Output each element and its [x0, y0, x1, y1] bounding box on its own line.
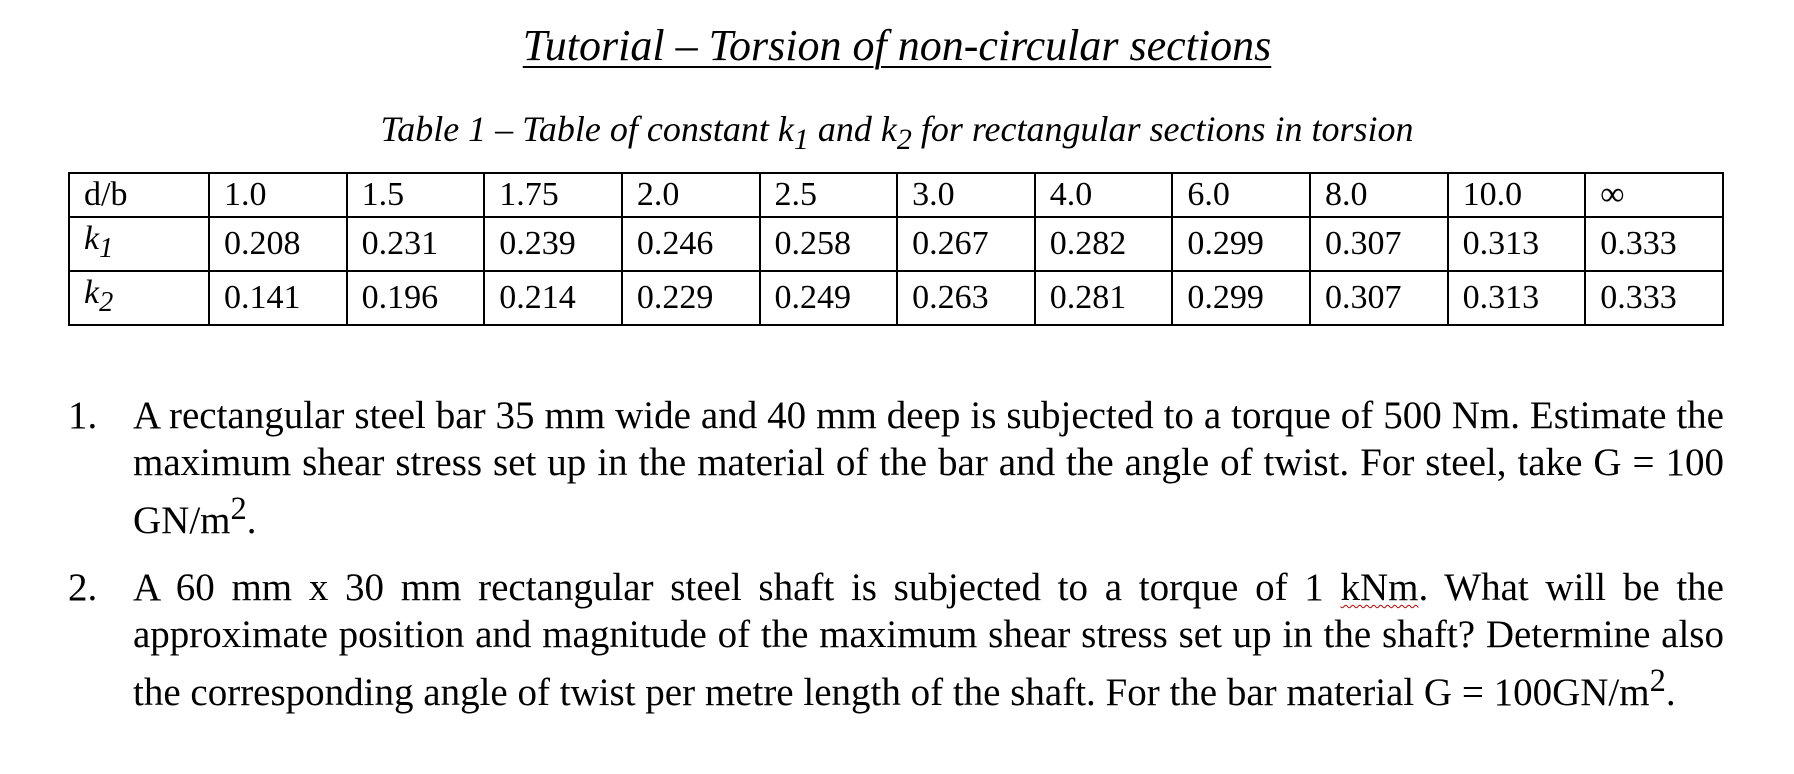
problem-text: A rectangular steel bar 35 mm wide and 40 mm deep is subjected to a torque of 500 Nm. Estimate the maximum shear stress set up in the material of the bar and the angle of twist. For steel, take G = 100 GN/m	[133, 394, 1724, 542]
table-cell: 2.5	[760, 173, 898, 217]
problem-item-1	[68, 392, 1724, 544]
table-cell: 0.196	[347, 271, 485, 325]
problem-item-2	[68, 564, 1724, 716]
table-cell: 0.313	[1448, 217, 1586, 271]
row-label-text: k	[84, 220, 100, 257]
table-cell: 3.0	[897, 173, 1035, 217]
table-cell: 2.0	[622, 173, 760, 217]
table-cell: 8.0	[1310, 173, 1448, 217]
table-cell: 0.229	[622, 271, 760, 325]
table-cell: 0.258	[760, 217, 898, 271]
table-cell: 0.307	[1310, 217, 1448, 271]
table-cell: 0.333	[1585, 271, 1723, 325]
table-cell: 0.141	[209, 271, 347, 325]
table-cell: 0.267	[897, 217, 1035, 271]
constants-table	[68, 172, 1724, 326]
caption-mid: and k	[808, 109, 897, 149]
superscript: 2	[230, 491, 247, 527]
table-cell: 0.282	[1035, 217, 1173, 271]
problem-text: A 60 mm x 30 mm rectangular steel shaft is subjected to a torque of 1	[133, 566, 1341, 609]
row-label-db	[69, 173, 209, 217]
table-cell: 1.5	[347, 173, 485, 217]
problem-number: 2.	[68, 566, 98, 609]
table-caption	[0, 108, 1794, 158]
document-title-text: Tutorial – Torsion of non-circular sections	[522, 21, 1272, 70]
row-label-k2	[69, 271, 209, 325]
table-cell: 0.246	[622, 217, 760, 271]
problem-number: 1.	[68, 394, 98, 437]
problem-list	[68, 392, 1724, 736]
problem-text-continued: . What will be the approximate position and magnitude of the maximum shear stress set up in the shaft? Determine also the corresponding angle of twist per metre length of the shaft. For the bar material G = 100GN/m	[133, 566, 1724, 714]
table-cell: 0.239	[484, 217, 622, 271]
caption-prefix: Table 1 – Table of constant k	[380, 109, 794, 149]
row-label-text: k	[84, 273, 100, 311]
table-cell: 6.0	[1172, 173, 1310, 217]
table-cell: 0.307	[1310, 271, 1448, 325]
row-label-sub: 1	[99, 232, 114, 264]
table-row-db	[69, 173, 1723, 217]
table-cell: 0.281	[1035, 271, 1173, 325]
row-label-text: d/b	[84, 176, 128, 213]
table-cell: 0.299	[1172, 271, 1310, 325]
table-cell: ∞	[1585, 173, 1723, 217]
table-cell: 10.0	[1448, 173, 1586, 217]
table-row-k1	[69, 217, 1723, 271]
caption-suffix: for rectangular sections in torsion	[911, 109, 1414, 149]
table-cell: 0.208	[209, 217, 347, 271]
row-label-sub: 2	[99, 286, 114, 318]
table-cell: 0.299	[1172, 217, 1310, 271]
table-cell: 0.313	[1448, 271, 1586, 325]
caption-sub-2: 2	[896, 123, 912, 157]
row-label-k1	[69, 217, 209, 271]
table-row-k2	[69, 271, 1723, 325]
caption-sub-1: 1	[793, 123, 809, 157]
superscript: 2	[1649, 663, 1666, 699]
table-cell: 0.333	[1585, 217, 1723, 271]
spellcheck-flagged-word[interactable]: kNm	[1340, 566, 1419, 609]
document-title	[0, 20, 1794, 73]
problem-text-end: .	[246, 499, 257, 542]
table-cell: 0.249	[760, 271, 898, 325]
table-cell: 0.231	[347, 217, 485, 271]
table-cell: 1.0	[209, 173, 347, 217]
problem-text-end: .	[1665, 671, 1676, 714]
table-cell: 0.214	[484, 271, 622, 325]
table-cell: 4.0	[1035, 173, 1173, 217]
table-cell: 1.75	[484, 173, 622, 217]
table-cell: 0.263	[897, 271, 1035, 325]
